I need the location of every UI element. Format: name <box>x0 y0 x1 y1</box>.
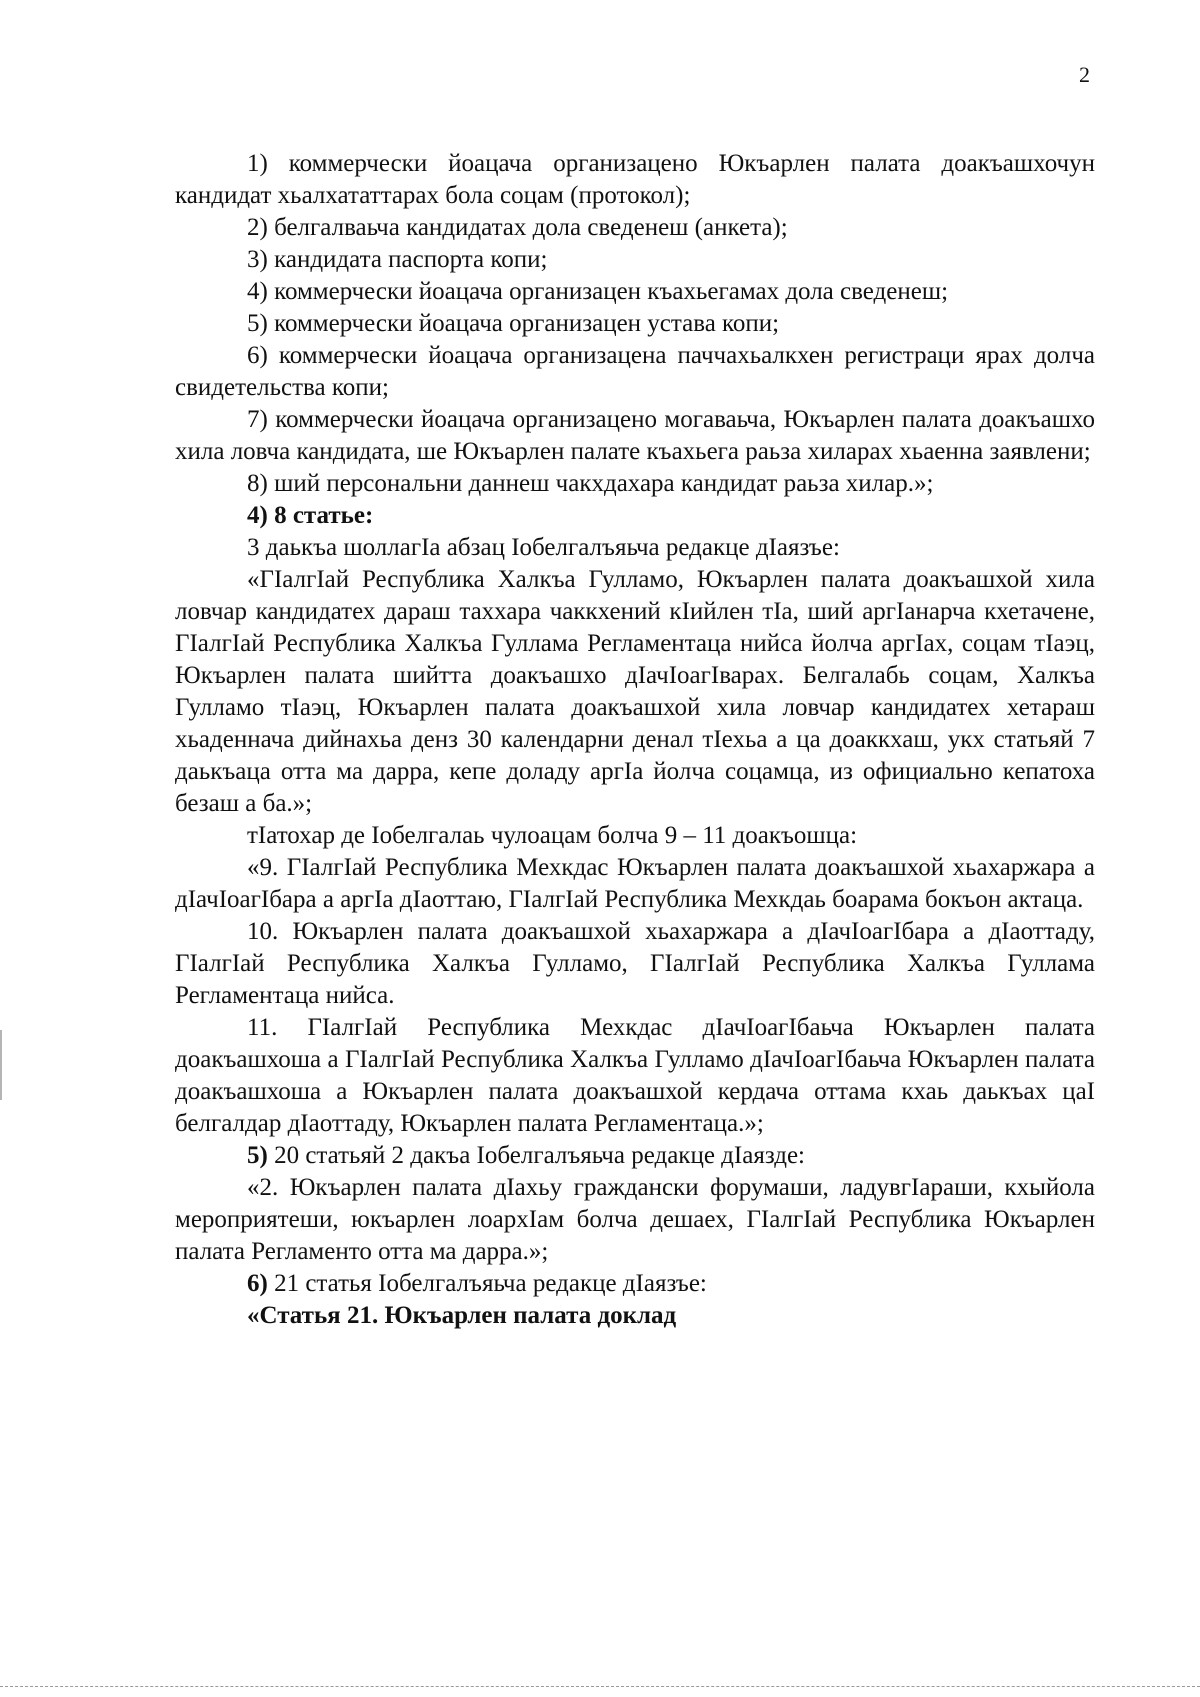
item-number-6: 6) <box>247 1270 268 1297</box>
paragraph-article-8-quote: «ГIалгIай Республика Халкъа Гулламо, Юкъарлен палата доакъашхой хила ловчар кандидатех дараш таххара чаккхений кIийлен тIа, ший аргIанарча кхетачене, ГIалгIай Республика Халкъа Гуллама Регламентаца нийса йолча аргIах, соцам тIаэц, Юкъарлен палата шийтта доакъашхо дIачIоагIварах. Белгалабь соцам, Халкъа Гулламо тIаэц, Юкъарлен палата доакъашхой хила ловчар кандидатех хетараш хьаденнача дийнахьа денз 30 календарни денал тIехьа а ца доаккхаш, укх статьяй 7 даькъаца отта ма дарра, кепе доладу аргIа йолча соцамца, из официально кепатоха безаш а ба.»; <box>175 566 1095 817</box>
paragraph-article-20-quote: «2. Юкъарлен палата дIахьу граждански форумаши, ладувгIараши, кхыйола мероприятеши, юкъарлен лоархIам болча дешаех, ГIалгIай Республика Юкъарлен палата Регламенто отта ма дарра.»; <box>175 1174 1095 1265</box>
paragraph-article-8-instruction: 3 даькъа шоллагIа абзац Iобелгалъяьча редакце дIаязъе: <box>247 534 840 561</box>
paragraph-item-4: 4) коммерчески йоацача организацен къахьегамах дола сведенеш; <box>247 278 949 305</box>
paragraph-item-3: 3) кандидата паспорта копи; <box>247 246 548 273</box>
document-body <box>175 148 1095 1332</box>
paragraph-article-21-text: 21 статья Iобелгалъяьча редакце дIаязъе: <box>267 1270 707 1297</box>
paragraph-article-20 <box>175 1140 1095 1172</box>
paragraph-article-21 <box>175 1268 1095 1300</box>
paragraph-clause-9: «9. ГIалгIай Республика Мехкдас Юкъарлен палата доакъашхой хьахаржара а дIачIоагIбара а аргIа дIаоттаю, ГIалгIай Республика Мехкдаь боарама бокъон актаца. <box>175 854 1095 913</box>
paragraph-article-8-addition: тIатохар де Iобелгалаь чулоацам болча 9 – 11 доакъошца: <box>247 822 858 849</box>
paragraph-item-6: 6) коммерчески йоацача организацена паччахьалкхен регистраци ярах долча свидетельства копи; <box>175 342 1095 401</box>
paragraph-item-8: 8) ший персональни даннеш чакхдахара кандидат раьза хилар.»; <box>247 470 934 497</box>
paragraph-clause-11: 11. ГIалгIай Республика Мехкдас дIачIоагIбаьча Юкъарлен палата доакъашхоша а ГIалгIай Республика Халкъа Гулламо дIачIоагIбаьча Юкъарлен палата доакъашхоша а Юкъарлен палата доакъашхой кердача оттама кхаь даькъах цаI белгалдар дIаоттаду, Юкъарлен палата Регламентаца.»; <box>175 1014 1095 1137</box>
section-heading-article-8: 4) 8 статье: <box>247 502 374 529</box>
paragraph-item-7: 7) коммерчески йоацача организацено могаваьча, Юкъарлен палата доакъашхо хила ловча кандидата, ше Юкъарлен палате къахьега раьза хиларах хьаенна заявлени; <box>175 406 1095 465</box>
item-number-5: 5) <box>247 1142 268 1169</box>
paragraph-article-20-text: 20 статьяй 2 дакъа Iобелгалъяьча редакце дIаязде: <box>267 1142 805 1169</box>
paragraph-item-1: 1) коммерчески йоацача организацено Юкъарлен палата доакъашхочун кандидат хьалхататтарах бола соцам (протокол); <box>175 150 1095 209</box>
scan-margin-mark <box>0 1030 2 1100</box>
paragraph-item-5: 5) коммерчески йоацача организацен устава копи; <box>247 310 780 337</box>
page-number: 2 <box>1079 62 1090 87</box>
scan-edge-line <box>0 1686 1200 1687</box>
paragraph-item-2: 2) белгалваьча кандидатах дола сведенеш (анкета); <box>247 214 788 241</box>
paragraph-clause-10: 10. Юкъарлен палата доакъашхой хьахаржара а дIачIоагIбара а дIаоттаду, ГIалгIай Республика Халкъа Гулламо, ГIалгIай Республика Халкъа Гуллама Регламентаца нийса. <box>175 918 1095 1009</box>
article-21-title: «Статья 21. Юкъарлен палата доклад <box>247 1302 677 1329</box>
